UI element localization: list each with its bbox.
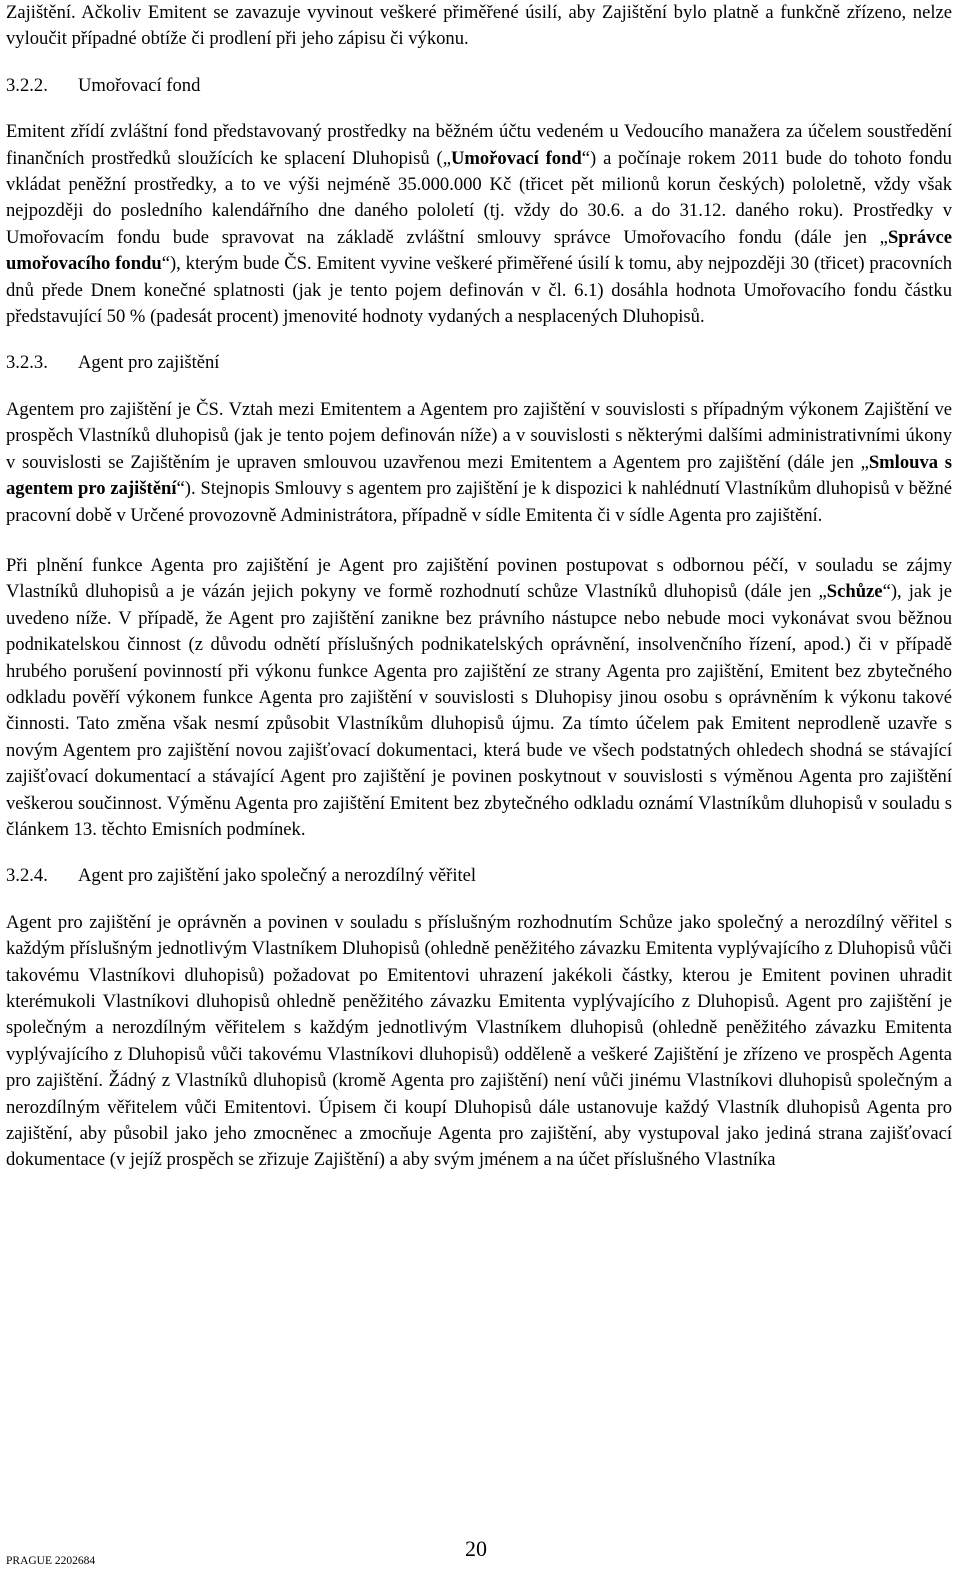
text-run: Při plnění funkce Agenta pro zajištění je Agent pro zajištění povinen postupovat s odbornou péčí, v souladu se zájmy Vlastníků dluhopisů a je vázán jejich pokyny ve formě rozhodnutí schůze Vlastníků dluhopisů (dále jen „ — [6, 554, 952, 603]
section-heading-3-2-3 — [6, 350, 952, 376]
section-heading-3-2-4 — [6, 863, 952, 889]
umorovaci-fond-paragraph — [6, 119, 952, 330]
text-run: “), jak je uvedeno níže. V případě, že Agent pro zajištění zanikne bez právního nástupce nebo nebude moci vykonávat svou běžnou podnikatelskou činnost (z důvodu odnětí příslušných podnikatelských oprávnění, insolvenčního řízení, apod.) či v případě hrubého porušení povinností při výkonu funkce Agenta pro zajištění ze strany Agenta pro zajištění, Emitent bez zbytečného odkladu pověří výkonem funkce Agenta pro zajištění v souvislosti s Dluhopisy jinou osobu s oprávněním k výkonu takové činnosti. Tato změna však nesmí způsobit Vlastníkům dluhopisů újmu. Za tímto účelem pak Emitent neprodleně uzavře s novým Agentem pro zajištění novou zajišťovací dokumentaci, která bude ve všech podstatných ohledech shodná se stávající zajišťovací dokumentací a stávající Agent pro zajištění je povinen poskytnout v souvislosti s výměnou Agenta pro zajištění veškerou součinnost. Výměnu Agenta pro zajištění Emitent bez zbytečného odkladu oznámí Vlastníkům dluhopisů v souladu s článkem 13. těchto Emisních podmínek. — [6, 581, 952, 840]
section-number: 3.2.3. — [6, 352, 48, 374]
joint-creditor-paragraph: Agent pro zajištění je oprávněn a povinen v souladu s příslušným rozhodnutím Schůze jako společný a nerozdílný věřitel s každým příslušným jednotlivým Vlastníkem Dluhopisů (ohledně peněžitého závazku Emitenta vyplývajícího z Dluhopisů vůči takovému Vlastníkovi dluhopisů) požadovat po Emitentovi uhrazení jakékoli částky, kterou je Emitent povinen uhradit kterémukoli Vlastníkovi dluhopisů ohledně peněžitého závazku Emitenta vyplývajícího z Dluhopisů. Agent pro zajištění je společným a nerozdílným věřitelem s každým jednotlivým Vlastníkem dluhopisů (ohledně peněžitého závazku Emitenta vyplývajícího z Dluhopisů vůči takovému Vlastníkovi dluhopisů) odděleně a veškeré Zajištění je zřízeno ve prospěch Agenta pro zajištění. Žádný z Vlastníků dluhopisů (kromě Agenta pro zajištění) není vůči jinému Vlastníkovi dluhopisů společným a nerozdílným věřitelem vůči Emitentovi. Úpisem či koupí Dluhopisů dále ustanovuje každý Vlastník dluhopisů Agenta pro zajištění, aby působil jako jeho zmocněnec a zmocňuje Agenta pro zajištění, aby vystupoval jako jediná strana zajišťovací dokumentace (v jejíž prospěch se zřizuje Zajištění) a aby svým jménem a na účet příslušného Vlastníka — [6, 911, 952, 1171]
agent-paragraph-2 — [6, 553, 952, 843]
document-code: PRAGUE 2202684 — [6, 1555, 96, 1567]
defined-term: Smlouva s agentem pro zajištění — [6, 451, 952, 500]
section-title: Umořovací fond — [78, 74, 201, 96]
text-run: Emitent zřídí zvláštní fond představovaný prostředky na běžném účtu vedeném u Vedoucího manažera za účelem soustředění finančních prostředků sloužících ke splacení Dluhopisů („ — [6, 121, 952, 169]
section-number: 3.2.4. — [6, 865, 48, 887]
text-run: “). Stejnopis Smlouvy s agentem pro zajištění je k dispozici k nahlédnutí Vlastníkům dluhopisů v běžné pracovní době v Určené provozovně Administrátora, případně v sídle Emitenta či v sídle Agenta pro zajištění. — [6, 478, 952, 526]
page-number: 20 — [465, 1536, 487, 1561]
section-heading-3-2-2 — [6, 73, 952, 99]
section-title: Agent pro zajištění — [78, 352, 220, 374]
text-run: “), kterým bude ČS. Emitent vyvine veškeré přiměřené úsilí k tomu, aby nejpozději 30 (třicet) pracovních dnů přede Dnem konečné splatnosti (jak je tento pojem definován v čl. 6.1) dosáhla hodnota Umořovacího fondu částku představující 50 % (padesát procent) jmenovité hodnoty vydaných a nesplacených Dluhopisů. — [6, 253, 952, 328]
agent-paragraph-1 — [6, 397, 952, 529]
defined-term: Správce umořovacího fondu — [6, 226, 952, 275]
intro-paragraph: Zajištění. Ačkoliv Emitent se zavazuje vyvinout veškeré přiměřené úsilí, aby Zajištění bylo platně a funkčně zřízeno, nelze vyloučit případné obtíže či prodlení při jeho zápisu či výkonu. — [6, 2, 952, 50]
defined-term: Schůze — [826, 581, 883, 603]
section-title: Agent pro zajištění jako společný a nerozdílný věřitel — [78, 865, 477, 887]
text-run: “) a počínaje rokem 2011 bude do tohoto fondu vkládat peněžní prostředky, a to ve výši nejméně 35.000.000 Kč (třicet pět milionů korun českých) pololetně, vždy však nejpozději do posledního kalendářního dne daného pololetí (tj. vždy do 30.6. a do 31.12. daného roku). Prostředky v Umořovacím fondu bude spravovat na základě zvláštní smlouvy správce Umořovacího fondu (dále jen „ — [6, 147, 952, 248]
section-number: 3.2.2. — [6, 74, 48, 96]
defined-term: Umořovací fond — [450, 147, 582, 169]
document-page — [6, 0, 952, 1174]
text-run: Agentem pro zajištění je ČS. Vztah mezi Emitentem a Agentem pro zajištění v souvislosti s případným výkonem Zajištění ve prospěch Vlastníků dluhopisů (jak je tento pojem definován níže) a v souvislosti s některými dalšími administrativními úkony v souvislosti se Zajištěním je upraven smlouvou uzavřenou mezi Emitentem a Agentem pro zajištění (dále jen „ — [6, 398, 952, 473]
